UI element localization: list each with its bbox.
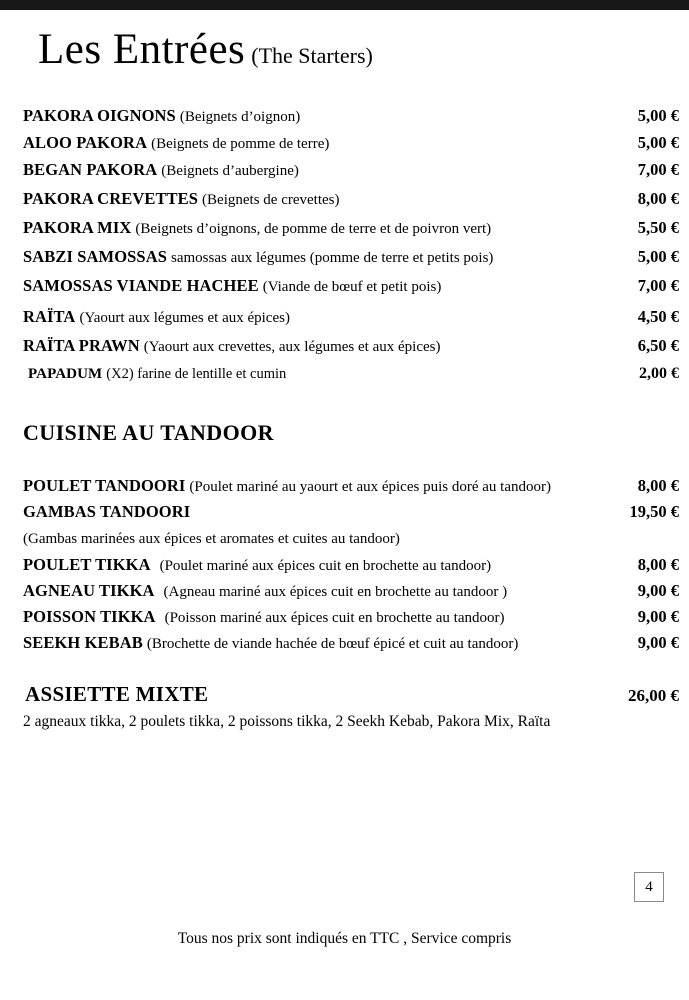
top-black-bar [0, 0, 689, 10]
menu-item-description: (Poulet mariné au yaourt et aux épices puis doré au tandoor) [189, 479, 551, 495]
menu-item-row [23, 189, 679, 218]
menu-item-name: PAKORA CREVETTES [23, 189, 199, 208]
menu-item-description: (Poisson mariné aux épices cuit en brochette au tandoor) [164, 610, 505, 626]
page-title-main: Les Entrées [38, 26, 246, 73]
tandoor-list [23, 476, 679, 659]
menu-item-row [23, 365, 679, 399]
menu-item-price: 2,00 € [639, 365, 679, 382]
menu-item-row [23, 336, 679, 365]
menu-item-name: PAKORA OIGNONS [23, 106, 176, 125]
menu-item-description: (Beignets d’oignons, de pomme de terre et de poivron vert) [135, 221, 492, 237]
menu-item-price: 19,50 € [629, 502, 679, 521]
menu-item-description: (Beignets d’oignon) [179, 109, 301, 125]
page-number-box [634, 872, 664, 902]
menu-item-row [23, 276, 679, 307]
assiette-mixte-price: 26,00 € [628, 686, 679, 705]
menu-item-row [23, 160, 679, 189]
menu-item-name: SAMOSSAS VIANDE HACHEE [23, 276, 259, 295]
menu-item-price: 9,00 € [637, 607, 679, 626]
menu-item-price: 5,00 € [637, 106, 679, 125]
menu-item-row [23, 133, 679, 160]
menu-item-name: POULET TIKKA [23, 555, 151, 574]
menu-item-price: 5,50 € [637, 218, 679, 237]
menu-item-name: PAKORA MIX [23, 218, 132, 237]
menu-item-price: 9,00 € [637, 633, 679, 652]
menu-item-row [23, 633, 679, 659]
page-number: 4 [645, 878, 653, 895]
menu-item-row [23, 502, 679, 528]
menu-page [0, 10, 689, 1000]
menu-item-description: (Beignets d’aubergine) [161, 163, 299, 179]
assiette-mixte-block [23, 682, 679, 731]
menu-item-description: (Brochette de viande hachée de bœuf épicé et cuit au tandoor) [146, 636, 519, 652]
page-title [38, 28, 373, 71]
menu-item-description-secondary: (Gambas marinées aux épices et aromates et cuites au tandoor) [23, 531, 400, 547]
menu-item-description: (X2) farine de lentille et cumin [106, 366, 287, 382]
menu-item-price: 5,00 € [637, 247, 679, 266]
menu-item-name: PAPADUM [28, 366, 103, 382]
menu-item-row [23, 607, 679, 633]
menu-item-row [23, 106, 679, 133]
menu-item-price: 8,00 € [637, 189, 679, 208]
section-heading-tandoor: CUISINE AU TANDOOR [23, 420, 274, 445]
assiette-mixte-description: 2 agneaux tikka, 2 poulets tikka, 2 poissons tikka, 2 Seekh Kebab, Pakora Mix, Raïta [23, 713, 551, 730]
menu-item-description: (Poulet mariné aux épices cuit en brochette au tandoor) [159, 558, 492, 574]
menu-item-description: (Beignets de pomme de terre) [151, 136, 330, 152]
menu-item-price: 7,00 € [637, 276, 679, 295]
menu-item-row [23, 307, 679, 336]
menu-item-price: 8,00 € [637, 555, 679, 574]
menu-item-price: 6,50 € [637, 336, 679, 355]
starters-list [23, 106, 679, 399]
menu-item-description: (Beignets de crevettes) [202, 192, 340, 208]
assiette-mixte-header [23, 682, 679, 712]
menu-item-row [23, 555, 679, 581]
menu-item-price: 9,00 € [637, 581, 679, 600]
menu-item-price: 5,00 € [637, 133, 679, 152]
menu-item-name: SABZI SAMOSSAS [23, 247, 167, 266]
menu-item-description: (Viande de bœuf et petit pois) [262, 279, 442, 295]
assiette-mixte-title: ASSIETTE MIXTE [25, 682, 209, 706]
menu-item-row [23, 247, 679, 276]
menu-item-description: (Agneau mariné aux épices cuit en brochette au tandoor ) [163, 584, 508, 600]
menu-item-description: (Yaourt aux légumes et aux épices) [79, 310, 290, 326]
menu-item-name: SEEKH KEBAB [23, 633, 143, 652]
menu-item-price: 8,00 € [637, 476, 679, 495]
menu-item-name: ALOO PAKORA [23, 133, 148, 152]
menu-item-price: 7,00 € [637, 160, 679, 179]
menu-item-name: GAMBAS TANDOORI [23, 502, 191, 521]
footer-note: Tous nos prix sont indiqués en TTC , Service compris [177, 930, 512, 947]
menu-item-price: 4,50 € [637, 307, 679, 326]
menu-item-name: POISSON TIKKA [23, 607, 156, 626]
menu-item-row [23, 581, 679, 607]
page-title-subtitle: (The Starters) [251, 43, 373, 68]
menu-item-name: POULET TANDOORI [23, 476, 186, 495]
menu-item-description: (Yaourt aux crevettes, aux légumes et aux épices) [143, 339, 441, 355]
menu-item-name: RAÏTA PRAWN [23, 336, 140, 355]
menu-item-name: BEGAN PAKORA [23, 160, 158, 179]
menu-item-row [23, 476, 679, 502]
menu-item-row [23, 218, 679, 247]
menu-item-name: RAÏTA [23, 307, 76, 326]
menu-item-name: AGNEAU TIKKA [23, 581, 155, 600]
menu-item-description: samossas aux légumes (pomme de terre et petits pois) [171, 250, 494, 266]
